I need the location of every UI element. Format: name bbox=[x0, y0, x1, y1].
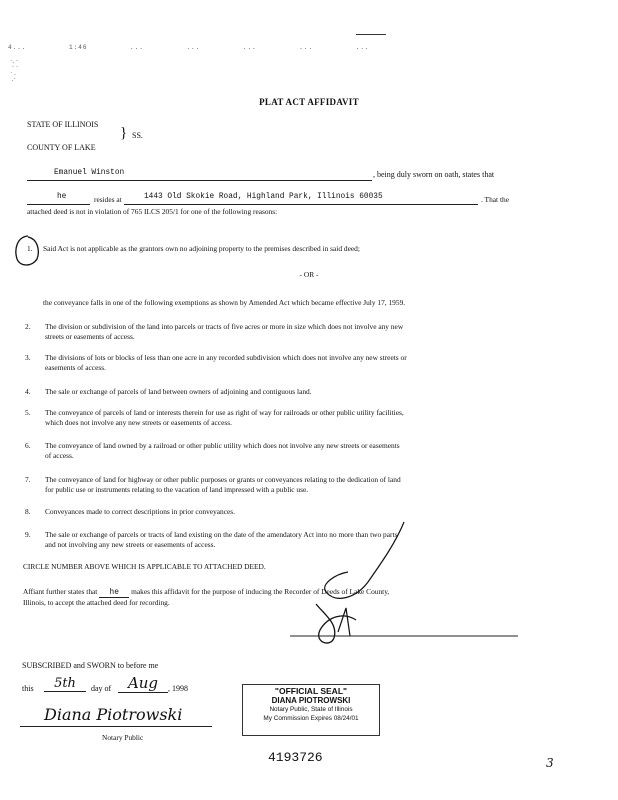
list-item bbox=[25, 387, 585, 397]
fax-field: 4... bbox=[8, 44, 27, 51]
year-text: , 1998 bbox=[168, 684, 188, 693]
seal-line: "OFFICIAL SEAL" bbox=[274, 686, 348, 696]
item-number: 4. bbox=[25, 387, 31, 396]
notary-signature-line bbox=[20, 726, 212, 727]
item-number: 9. bbox=[25, 530, 31, 539]
resides-at-label: resides at bbox=[94, 195, 122, 204]
day-value: 5th bbox=[44, 676, 86, 692]
list-item bbox=[25, 475, 585, 495]
item-line: streets or easements of access. bbox=[45, 332, 135, 341]
list-item bbox=[25, 408, 585, 428]
item-number: 6. bbox=[25, 441, 31, 450]
fax-field: 1:46 bbox=[69, 44, 88, 51]
fax-header bbox=[8, 44, 608, 51]
pronoun-underline bbox=[27, 203, 90, 205]
item-1-text: Said Act is not applicable as the grantors own no adjoining property to the premises described in said deed; bbox=[43, 244, 360, 253]
item-line: The division or subdivision of the land into parcels or tracts of five acres or more in size which does not involve any new bbox=[45, 322, 404, 331]
affiant-further-text: makes this affidavit for the purpose of inducing the Recorder of Deeds of Lake County, bbox=[131, 587, 390, 596]
pronoun-2: he bbox=[99, 589, 129, 598]
day-of-label: day of bbox=[91, 684, 112, 693]
item-line: easements of access. bbox=[45, 363, 106, 372]
item-line: and not involving any new streets or easements of access. bbox=[45, 540, 216, 549]
item-number: 3. bbox=[25, 353, 31, 362]
ss-label: SS. bbox=[132, 131, 143, 140]
item-line: which does not involve any new streets or easements of access. bbox=[45, 418, 232, 427]
notary-label: Notary Public bbox=[102, 733, 144, 742]
sworn-text: , being duly sworn on oath, states that bbox=[373, 170, 495, 179]
circle-instruction: CIRCLE NUMBER ABOVE WHICH IS APPLICABLE TO ATTACHED DEED. bbox=[23, 562, 266, 571]
seal-line: My Commission Expires 08/24/01 bbox=[263, 715, 359, 722]
seal-line: DIANA PIOTROWSKI bbox=[271, 696, 351, 705]
item-line: The conveyance of parcels of land or interests therein for use as right of way for railroads or other public utility facilities, bbox=[45, 408, 404, 417]
fax-field: ... bbox=[355, 44, 370, 51]
top-rule bbox=[356, 34, 386, 35]
item-1-number: 1. bbox=[27, 244, 33, 253]
pronoun: he bbox=[57, 193, 67, 201]
or-separator: - OR - bbox=[299, 270, 319, 279]
seal-line: Notary Public, State of Illinois bbox=[269, 706, 353, 713]
fax-field: ... bbox=[242, 44, 257, 51]
affiant-further-text: Affiant further states that bbox=[23, 587, 98, 596]
list-item bbox=[25, 322, 585, 342]
item-number: 5. bbox=[25, 408, 31, 417]
address: 1443 Old Skokie Road, Highland Park, Illinois 60035 bbox=[144, 193, 383, 201]
item-number: 2. bbox=[25, 322, 31, 331]
notary-signature: Diana Piotrowski bbox=[44, 705, 183, 724]
address-underline bbox=[124, 203, 478, 205]
affiant-signature bbox=[286, 512, 526, 652]
item-number: 8. bbox=[25, 507, 31, 516]
page-number: 3 bbox=[546, 756, 554, 770]
this-label: this bbox=[22, 684, 34, 693]
brace: } bbox=[120, 125, 128, 141]
item-line: Conveyances made to correct descriptions in prior conveyances. bbox=[45, 507, 236, 516]
affiant-name-underline bbox=[27, 179, 372, 181]
state-line: STATE OF ILLINOIS bbox=[27, 120, 99, 129]
fax-field: ... bbox=[130, 44, 144, 51]
that-the: . That the bbox=[481, 195, 509, 204]
intro-line: attached deed is not in violation of 765 ILCS 205/1 for one of the following reasons: bbox=[27, 207, 278, 216]
exemptions-intro: the conveyance falls in one of the following exemptions as shown by Amended Act which became effective July 17, 1959. bbox=[43, 298, 406, 307]
scan-specks: ·. · · · · . .· bbox=[10, 57, 19, 83]
item-line: of access. bbox=[45, 451, 74, 460]
item-number: 7. bbox=[25, 475, 31, 484]
item-line: The sale or exchange of parcels or tracts of land existing on the date of the amendatory Act into no more than two parts bbox=[45, 530, 398, 539]
document-title: PLAT ACT AFFIDAVIT bbox=[259, 97, 359, 107]
affiant-name: Emanuel Winston bbox=[54, 169, 125, 177]
list-item bbox=[25, 441, 585, 461]
county-line: COUNTY OF LAKE bbox=[27, 143, 96, 152]
list-item bbox=[25, 353, 585, 373]
fax-field: ... bbox=[186, 44, 201, 51]
item-line: The conveyance of land for highway or other public purposes or grants or conveyances relating to the dedication of land bbox=[45, 475, 401, 484]
subscribed-line: SUBSCRIBED and SWORN to before me bbox=[22, 661, 159, 670]
document-number: 4193726 bbox=[268, 750, 323, 765]
fax-field: ... bbox=[299, 44, 314, 51]
official-seal-stamp bbox=[242, 684, 380, 736]
month-value: Aug bbox=[118, 674, 168, 693]
item-line: The divisions of lots or blocks of less than one acre in any recorded subdivision which does not involve any new streets or bbox=[45, 353, 407, 362]
affiant-further-text: Illinois, to accept the attached deed for recording. bbox=[23, 598, 170, 607]
item-line: for public use or instruments relating to the vacation of land impressed with a public use. bbox=[45, 485, 309, 494]
item-line: The conveyance of land owned by a railroad or other public utility which does not involve any new streets or easements bbox=[45, 441, 400, 450]
item-line: The sale or exchange of parcels of land between owners of adjoining and contiguous land. bbox=[45, 387, 312, 396]
